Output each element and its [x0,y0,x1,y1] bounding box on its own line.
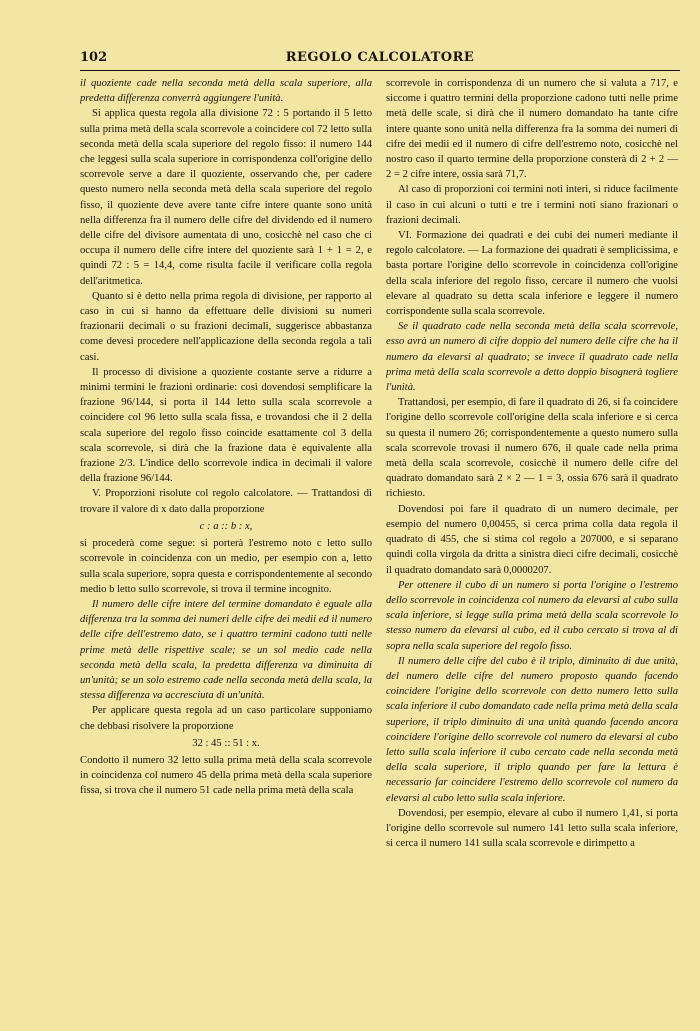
paragraph: il quoziente cade nella seconda metà della scala superiore, alla predetta differenza converrà aggiungere l'unità. [80,78,372,105]
paragraph: si procederà come segue: si porterà l'estremo noto c letto sullo scorrevole in coincidenza con un medio, per esempio con a, letto sulla scala superiore, sopra questa e corrispondentemente al secondo medio b letto sullo scorrevole, si trova il termine incognito. [80,538,372,595]
paragraph: Il numero delle cifre del cubo è il triplo, diminuito di due unità, del numero delle cifre del numero proposto quando facendo coincidere l'origine dello scorrevole con detto numero letto sulla scala inferiore il cubo domandato cade nella prima metà della scala superiore, il triplo diminuito di una unità quando facendo ancora coincidere l'origine dello scorrevole col numero da elevarsi al cubo letto sulla scala inferiore il cubo cercato cade nella seconda metà della scala superiore, il triplo quando per fare la lettura è necessario far coincidere l'estremo dello scorrevole col numero da elevarsi al cubo letto sulla scala inferiore. [386,655,678,804]
paragraph: Per applicare questa regola ad un caso particolare supponiamo che debbasi risolvere la proporzione [80,705,372,732]
paragraph: Al caso di proporzioni coi termini noti interi, si riduce facilmente il caso in cui alcuni o tutti e tre i termini noti siano frazionari o frazioni decimali. [386,184,678,226]
formula: 32 : 45 :: 51 : x. [192,737,260,749]
paragraph: Se il quadrato cade nella seconda metà della scala scorrevole, esso avrà un numero di cifre doppio del numero delle cifre che ha il numero da elevarsi al quadrato; se invece il quadrato cade nella prima metà della scala scorrevole a detto doppio bisognerà togliere l'unità. [386,321,678,394]
paragraph: Il numero delle cifre intere del termine domandato è eguale alla differenza tra la somma dei numeri delle cifre dei medii ed il numero delle cifre dell'estremo dato, se i quattro termini cadono tutti nelle prime metà delle rispettive scale; se un sol medio cade nella seconda metà della scala, la predetta differenza va diminuita di un'unità; se un solo estremo cade nella seconda metà della scala, la stessa differenza va accresciuta di un'unità. [80,598,372,702]
paragraph: Si applica questa regola alla divisione 72 : 5 portando il 5 letto sulla prima metà della scala scorrevole a coincidere col 72 letto sulla seconda metà della scala superiore del regolo fisso: il numero 144 che leggesi sulla scala superiore in corrispondenza coll'origine dello scorrevole serve a dare il quoziente, osservando che, per cadere questo numero nella seconda metà della scala superiore del regolo fisso, il quoziente deve avere tante cifre intere quante sono unità nella differenza fra il numero delle cifre del dividendo ed il numero delle cifre del divisore aumentata di uno, cosicchè nel caso che ci occupa il numero delle cifre intere del quoziente sarà 1 + 1 = 2, e quindi 72 : 5 = 14,4, come risulta facile il verificare colla regola dell'aritmetica. [80,108,372,287]
paragraph: VI. Formazione dei quadrati e dei cubi dei numeri mediante il regolo calcolatore. — La formazione dei quadrati è semplicissima, e basta portare l'origine dello scorrevole in coincidenza coll'origine della scala inferiore del regolo fisso, cercare il numero che vuolsi elevare al quadrato su detta scala inferiore e leggere il numero corrispondente sulla scala scorrevole. [386,230,678,318]
running-header [80,50,680,68]
left-column [80,76,372,1006]
paragraph: Condotto il numero 32 letto sulla prima metà della scala scorrevole in coincidenza col numero 45 della prima metà della scala superiore fissa, si trova che il numero 51 cade nella prima metà della scala [80,754,372,797]
right-column [386,76,678,1006]
paragraph: Per ottenere il cubo di un numero si porta l'origine o l'estremo dello scorrevole in coincidenza col numero da elevarsi al cubo sulla scala inferiore, si legge sulla prima metà della scala scorrevole lo stesso numero da elevarsi al cubo, ed il cubo cercato si trova al di sopra nella scala superiore del regolo fisso. [386,579,678,652]
paragraph: Dovendosi, per esempio, elevare al cubo il numero 1,41, si porta l'origine dello scorrevole sul numero 141 letto sulla scala inferiore, si cerca il numero 141 sulla scala scorrevole e dirimpetto a [386,807,678,850]
paragraph: scorrevole in corrispondenza di un numero che si valuta a 717, e siccome i quattro termini della proporzione cadono tutti nelle prime metà delle scale, si dirà che il numero domandato ha tante cifre intere quante sono unità nella differenza fra la somma dei numeri di cifre dei medii ed il numero di cifre dell'estremo noto, cosicchè nel nostro caso il quarto termine della proporzione consterà di 2 + 2 — 2 = 2 cifre intere, ossia sarà 71,7. [386,78,678,181]
paragraph: Dovendosi poi fare il quadrato di un numero decimale, per esempio del numero 0,00455, si cerca prima colla data regola il quadrato di 455, che si stima col regolo a 207000, e si separano quindi colla virgola da dritta a sinistra dieci cifre decimali, cosicchè il quadrato domandato sarà 0,0000207. [386,503,678,576]
paragraph: V. Proporzioni risolute col regolo calcolatore. — Trattandosi di trovare il valore di x dato dalla proporzione [80,488,372,515]
paragraph: Quanto si è detto nella prima regola di divisione, per rapporto al caso in cui si hanno da effettuare delle divisioni su numeri frazionarii decimali o su frazioni decimali, suggerisce abbastanza come devesi procedere nell'applicazione della seconda regola a tali casi. [80,290,372,363]
running-title: REGOLO CALCOLATORE [285,50,475,65]
paragraph: Il processo di divisione a quoziente costante serve a ridurre a minimi termini le frazioni ordinarie: così dovendosi semplificare la frazione 96/144, si porta il 144 letto sulla scala scorrevole a coincidere col 96 letto sulla scala fissa, e trovandosi che il 2 della scala superiore del regolo fisso coincide esattamente col 3 della scala scorrevole, si dirà che la frazione data è equivalente alla frazione 2/3. L'indice dello scorrevole indica in decimali il valore della frazione 96/144. [80,366,372,485]
formula: c : a :: b : x, [199,520,253,532]
paragraph: Trattandosi, per esempio, di fare il quadrato di 26, si fa coincidere l'origine dello scorrevole coll'origine della scala inferiore e si cerca su questa il numero 26; corrispondentemente a questo numero sulla scala scorrevole trovasi il numero 676, il quale cade nella prima metà della scala scorrevole, cosicchè il numero delle cifre del quadrato domandato sarà 2 × 2 — 1 = 3, ossia 676 sarà il quadrato richiesto. [386,397,678,500]
header-rule [80,70,680,71]
page-number: 102 [80,50,108,65]
